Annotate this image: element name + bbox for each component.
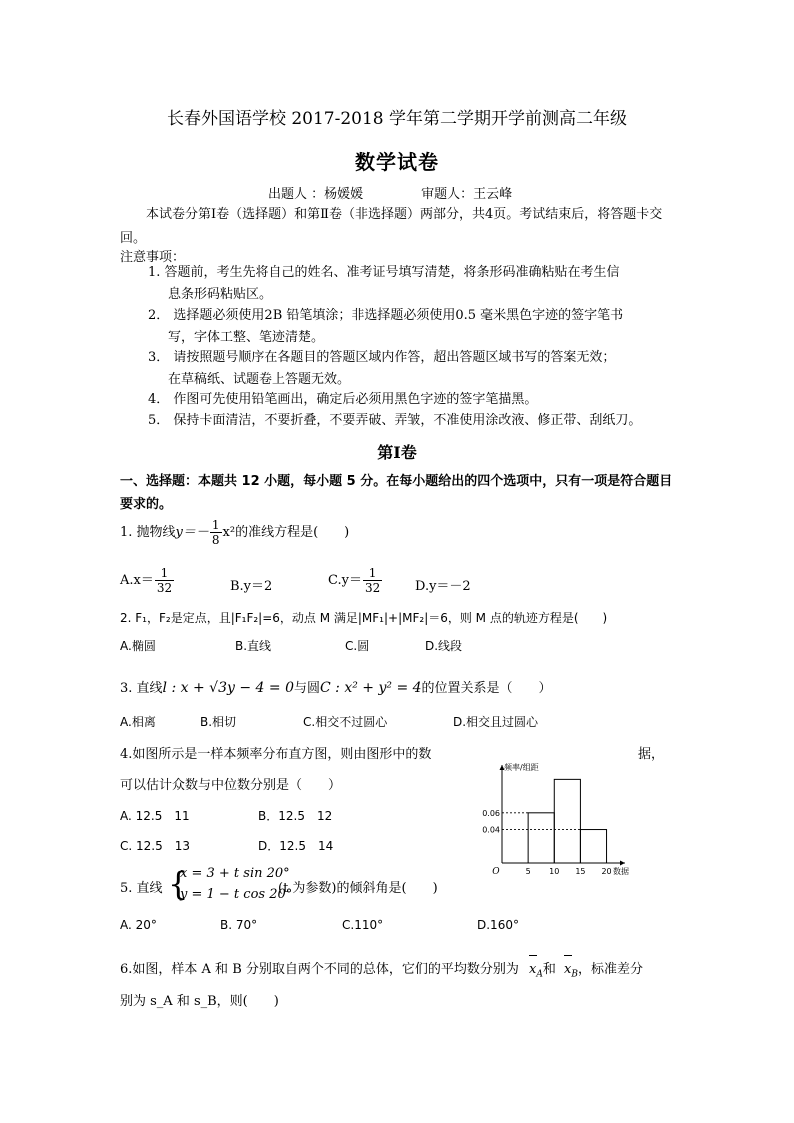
q5-equation-y: y = 1 − t cos 20° [180,887,293,902]
notice-num: 2． [148,308,170,323]
q2-options [120,637,680,655]
x-tick-label: 15 [575,867,586,876]
question-6-line1 [120,958,643,980]
option-c[interactable]: C.110° [342,918,384,932]
q5-equation-x: x = 3 + t sin 20° [180,866,290,881]
q1-eq-tail: x² [222,525,236,540]
opt-text: C.y＝ [328,573,362,588]
histogram-bar [580,830,606,863]
q1-eq: y＝－ [175,525,209,540]
option-b[interactable]: B. 70° [220,918,258,932]
option-c[interactable]: C. 12.5 13 [120,839,190,853]
option-b[interactable]: B.直线 [235,639,272,653]
notice-num: 1. [148,265,161,280]
option-d[interactable]: D.线段 [425,639,463,653]
x-axis-label: 数据 [613,867,629,876]
notice-item [148,262,668,306]
origin-label: O [492,867,500,877]
notice-num: 5． [148,413,170,428]
q6-and: 和 [542,962,556,977]
q1-prefix: 1. 抛物线 [120,525,176,540]
intro-paragraph: 本试卷分第Ⅰ卷（选择题）和第Ⅱ卷（非选择题）两部分，共4页。考试结束后，将答题卡交回。 [120,207,663,246]
opt-fraction [155,566,174,595]
q1-fraction [210,518,222,547]
question-6-line2: 别为 s_A 和 s_B，则( ) [120,994,279,1009]
notice-item [148,305,668,349]
option-a[interactable]: A.相离 [120,715,156,729]
option-b[interactable]: B.y＝2 [230,579,273,594]
notice-text-cont: 写，字体工整、笔迹清楚。 [168,330,325,345]
option-a[interactable]: A. 20° [120,918,157,932]
option-c[interactable]: C.圆 [345,639,370,653]
option-d[interactable]: D.相交且过圆心 [453,715,539,729]
q5-brace: { [168,865,189,903]
notice-text: 作图可先使用铅笔画出，确定后必须用黑色字迹的签字笔描黑。 [173,392,538,407]
option-b[interactable]: B.相切 [200,715,237,729]
y-tick-label: 0.04 [482,825,500,835]
notice-text: 请按照题号顺序在各题目的答题区域内作答，超出答题区域书写的答案无效； [173,350,616,365]
frac-den: 32 [364,581,381,595]
var-sub: B [571,969,578,980]
q6-mean-a [529,962,543,980]
histogram-bar [554,779,580,863]
option-a[interactable]: A. 12.5 11 [120,809,190,823]
frac-num: 1 [211,518,220,532]
option-a[interactable]: A.椭圆 [120,639,156,653]
option-c[interactable] [328,566,383,595]
question-3 [120,677,552,696]
var-x: x [529,962,537,977]
notice-text: 选择题必须使用2B 铅笔填涂；非选择题必须使用0.5 毫米黑色字迹的签字笔书 [173,308,624,323]
notice-item [148,347,668,391]
notice-num: 4． [148,392,170,407]
frac-num: 1 [155,566,174,581]
notice-text-cont: 息条形码粘贴区。 [168,287,273,302]
question-4-line1: 4.如图所示是一样本频率分布直方图，则由图形中的数 [120,747,432,762]
option-c[interactable]: C.相交不过圆心 [303,715,388,729]
x-tick-label: 10 [549,867,560,876]
q3-suffix: 的位置关系是（ ） [421,681,552,696]
notice-num: 3． [148,350,170,365]
exam-title: 长春外国语学校 2017-2018 学年第二学期开学前测高二年级 [166,109,628,129]
x-tick-label: 5 [525,867,531,876]
notice-item [148,410,668,432]
q4-options [120,807,450,857]
q3-line-equation: l : x + √3y − 4 = 0 [162,680,294,696]
y-axis-label: 频率/组距 [504,763,539,772]
q3-circle-equation: C : x² + y² = 4 [320,680,422,696]
exam-subject: 数学试卷 [355,150,439,174]
question-4-line1-end: 据， [638,747,665,762]
author-line [268,183,512,202]
x-axis-arrow [620,861,625,866]
notice-item [148,389,668,411]
reviewer-label: 审题人：王云峰 [421,187,513,202]
var-sub: A [536,969,543,980]
notice-text: 保持卡面清洁，不要折叠，不要弄破、弄皱，不准使用涂改液、修正带、刮纸刀。 [173,413,642,428]
opt-fraction [363,566,382,595]
option-b[interactable]: B．12.5 12 [258,809,333,823]
option-d[interactable]: D.y＝－2 [415,579,471,594]
question-1 [120,518,349,547]
opt-text: A.x＝ [120,573,154,588]
option-d[interactable]: D.160° [477,918,519,932]
question-2: 2. F₁，F₂是定点，且|F₁F₂|=6，动点 M 满足|MF₁|+|MF₂|＝6，则 M 点的轨迹方程是( ) [120,611,608,625]
q6-text: 6.如图，样本 A 和 B 分别取自两个不同的总体，它们的平均数分别为 [120,962,519,977]
q5-options [120,918,680,936]
q3-prefix: 3. 直线 [120,681,163,696]
x-tick-label: 20 [601,867,612,876]
frac-den: 8 [211,533,220,547]
frac-num: 1 [363,566,382,581]
q1-suffix: 的准线方程是( ) [235,525,350,540]
frequency-histogram [482,762,632,884]
overline [529,955,537,956]
overline [564,955,572,956]
q3-options [120,713,680,731]
y-tick-label: 0.06 [482,808,500,818]
frac-den: 32 [156,581,173,595]
notice-text: 答题前，考生先将自己的姓名、准考证号填写清楚，将条形码准确粘贴在考生信 [164,265,620,280]
notice-title: 注意事项： [120,250,186,265]
section-heading: 一、选择题：本题共 12 小题，每小题 5 分。在每小题给出的四个选项中，只有一项是符合题目要求的。 [120,474,673,512]
histogram-bar [528,813,554,863]
var-x: x [564,962,572,977]
notice-text-cont: 在草稿纸、试题卷上答题无效。 [168,372,351,387]
q5-prefix: 5. 直线 [120,881,163,896]
option-d[interactable]: D．12.5 14 [258,839,334,853]
q6-mean-b [564,962,578,980]
q3-mid: 与圆 [293,681,320,696]
q6-text-end: ，标准差分 [577,962,643,977]
option-a[interactable] [120,566,175,595]
part-title: 第Ⅰ卷 [377,443,417,462]
question-4-line2: 可以估计众数与中位数分别是（ ） [120,778,342,793]
author-label: 出题人 ：杨媛媛 [268,187,364,202]
q5-suffix: (t 为参数)的倾斜角是( ) [278,881,438,896]
